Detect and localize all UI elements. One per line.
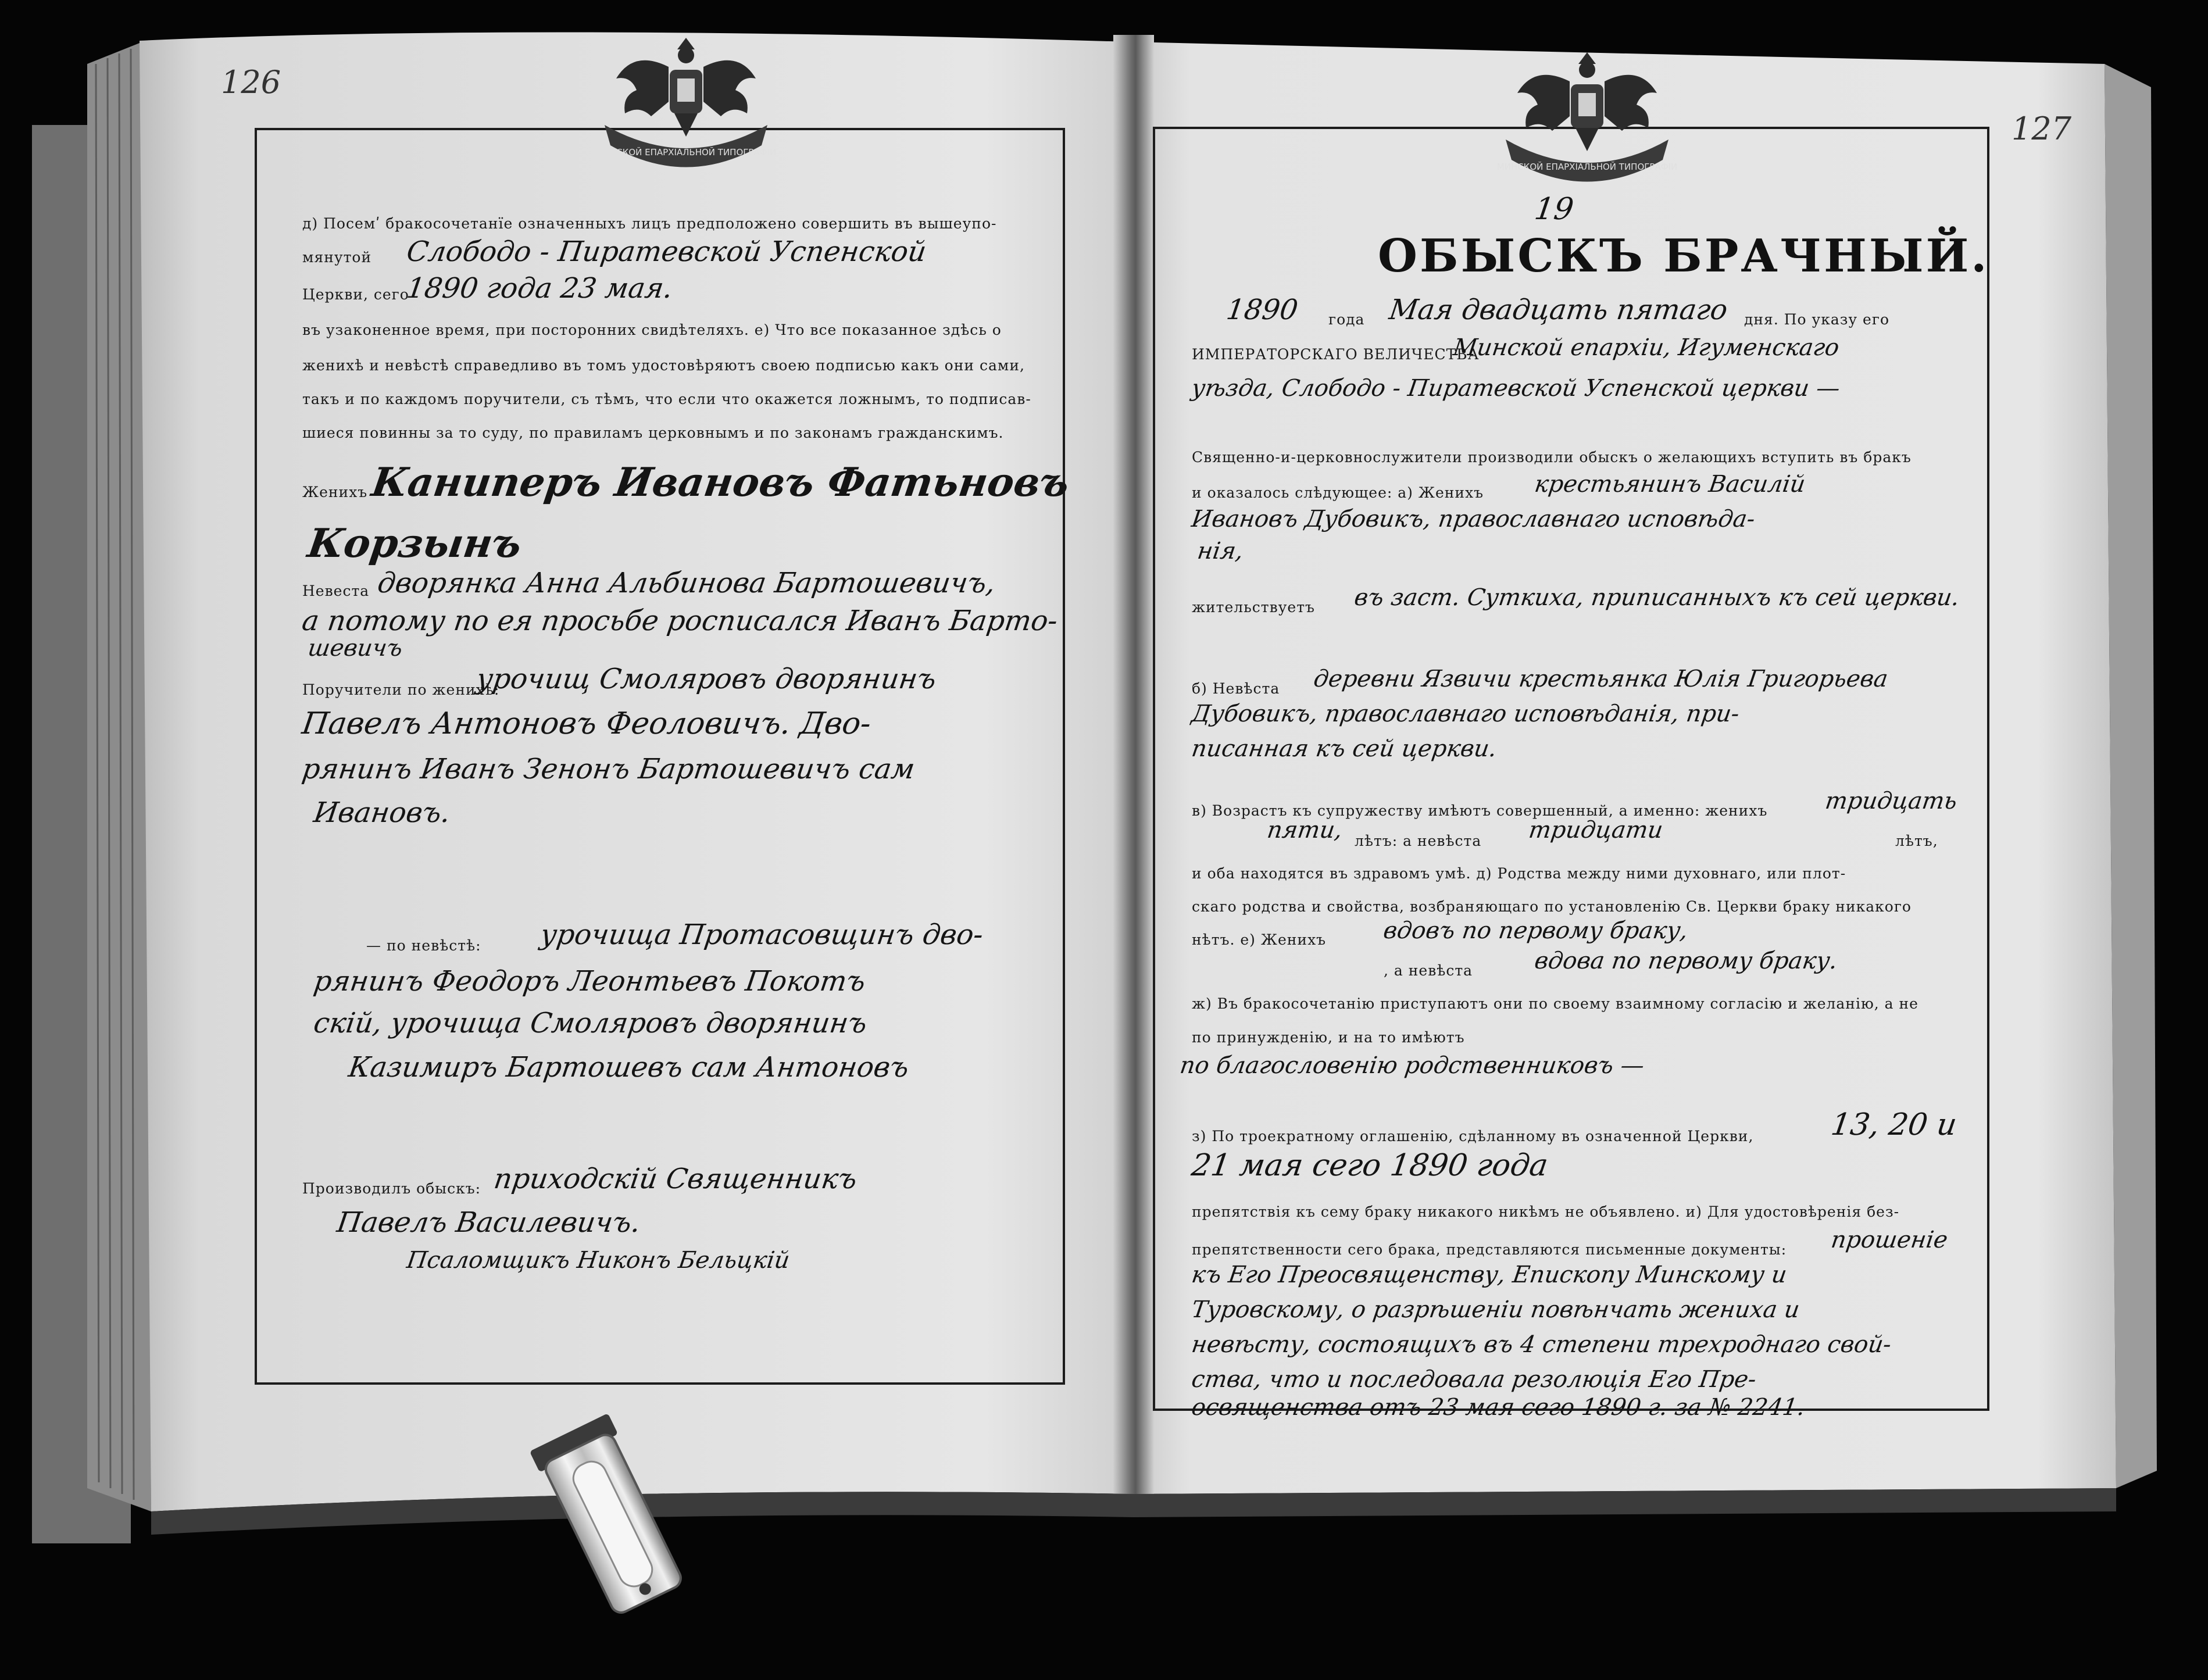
right-line-5-print: и оказалось слѣдующее: а) Женихъ [1192, 484, 1484, 501]
consent-line-1: ж) Въ бракосочетанію приступаютъ они по своему взаимному согласію и желанію, а не [1192, 995, 1918, 1012]
right-line-1-year: 1890 [1224, 294, 1300, 326]
right-line-1-print-b: дня. По указу его [1744, 311, 1889, 328]
right-line-2-hand: Минской епархіи, Игуменскаго [1451, 334, 1841, 361]
right-line-6-hand: Ивановъ Дубовикъ, православнаго исповѣда- [1189, 506, 1757, 532]
groom-sureties-hand-2: Павелъ Антоновъ Феоловичъ. Дво- [299, 706, 874, 741]
consent-hand: по благословенію родственниковъ — [1178, 1052, 1646, 1079]
left-line-3-hand: 1890 года 23 мая. [405, 272, 675, 305]
bride-sureties-hand-1: урочища Протасовщинъ дво- [538, 918, 985, 951]
groom-sureties-label: Поручители по женихѣ: [302, 681, 500, 698]
marital-bride-print: , а невѣста [1384, 962, 1473, 979]
bride-right-hand-1: деревни Язвичи крестьянка Юлія Григорьева [1312, 666, 1890, 692]
impediment-line-2-print: препятственности сего брака, представляются письменные документы: [1192, 1241, 1787, 1258]
right-line-2-print: ИМПЕРАТОРСКАГО ВЕЛИЧЕСТВА [1192, 346, 1480, 363]
consent-line-2: по принужденію, и на то имѣютъ [1192, 1029, 1465, 1046]
investigator-hand-2: Павелъ Василевичъ. [335, 1206, 643, 1239]
right-emblem-ribbon-text: МИНСКОЙ ЕПАРХІАЛЬНОЙ ТИПОГРАФІИ [1496, 162, 1678, 172]
marital-groom-print: нѣтъ. е) Женихъ [1192, 931, 1327, 948]
documents-hand-3: невѣсту, состоящихъ въ 4 степени трехроднаго свой- [1189, 1331, 1893, 1358]
left-line-7: шиеся повинны за то суду, по правиламъ церковнымъ и по законамъ гражданскимъ. [302, 424, 1004, 441]
bride-right-label: б) Невѣста [1192, 680, 1280, 697]
documents-hand-4: ства, что и последовала резолюція Его Пре- [1189, 1366, 1758, 1393]
right-line-5-hand: крестьянинъ Василій [1532, 471, 1807, 498]
bride-right-hand-3: писанная къ сей церкви. [1189, 735, 1499, 762]
impediment-line-1: препятствія къ сему браку никакого никѣмъ не объявлено. и) Для удостовѣренія без- [1192, 1203, 1900, 1220]
groom-sureties-hand-3: рянинъ Иванъ Зенонъ Бартошевичъ сам [300, 753, 917, 785]
groom-name-hand: Каниперъ Ивановъ Фатьновъ [369, 459, 1072, 506]
documents-hand-2: Туровскому, о разрѣшеніи повѣнчать жениха и [1189, 1296, 1802, 1323]
bride-sureties-label: — по невѣстѣ: [366, 937, 481, 954]
residence-label: жительствуетъ [1192, 599, 1315, 616]
documents-hand-1: къ Его Преосвященству, Епископу Минскому и [1189, 1261, 1789, 1288]
banns-hand-1: 13, 20 и [1828, 1107, 1959, 1142]
bride-sureties-hand-2: рянинъ Феодоръ Леонтьевъ Покотъ [312, 965, 868, 998]
age-bride-print: лѣтъ: а невѣста [1355, 832, 1482, 849]
age-line-print: в) Возрастъ къ супружеству имѣютъ совершенный, а именно: женихъ [1192, 802, 1768, 819]
groom-name-hand-2: Корзынъ [305, 520, 524, 567]
bride-name-hand: дворянка Анна Альбинова Бартошевичъ, [376, 567, 998, 599]
left-line-6: такъ и по каждомъ поручители, съ тѣмъ, что если что окажется ложнымъ, то подписав- [302, 391, 1031, 408]
age-bride-years: лѣтъ, [1895, 832, 1938, 849]
document-title: ОБЫСКЪ БРАЧНЫЙ. [1378, 230, 1989, 283]
impediment-line-2-hand: прошеніе [1829, 1227, 1950, 1253]
left-line-1: д) Посемʹ бракосочетанїе означенныхъ лицъ предположено совершить въ вышеупо- [302, 215, 997, 232]
banns-hand-2: 21 мая сего 1890 года [1189, 1148, 1550, 1183]
marital-bride-hand: вдова по первому браку. [1532, 948, 1839, 974]
right-line-3-hand: уѣзда, Слободо - Пиратевской Успенской церкви — [1189, 375, 1842, 402]
bride-sureties-hand-3: скій, урочища Смоляровъ дворянинъ [312, 1007, 869, 1039]
left-line-3-print: Церкви, сего [302, 286, 409, 303]
groom-sureties-hand-1: урочищ Смоляровъ дворянинъ [474, 663, 938, 695]
bride-right-hand-2: Дубовикъ, православнаго исповѣданія, при- [1189, 700, 1741, 727]
bride-signature-hand: а потому по ея просьбе росписался Иванъ Барто- [300, 605, 1060, 637]
bride-sureties-hand-4: Казимиръ Бартошевъ сам Антоновъ [346, 1051, 911, 1084]
banns-print: з) По троекратному оглашенію, сдѣланному въ означенной Церкви, [1192, 1128, 1754, 1145]
record-number: 19 [1532, 192, 1576, 227]
right-line-1-print-a: года [1328, 311, 1365, 328]
left-page-number: 126 [221, 64, 281, 101]
right-line-1-date: Мая двадцать пятаго [1387, 294, 1730, 326]
age-groom-hand: пяти, [1265, 817, 1344, 843]
right-line-7-hand: нія, [1195, 538, 1245, 564]
left-emblem-ribbon-text: МИНСКОЙ ЕПАРХІАЛЬНОЙ ТИПОГРАФІИ [595, 147, 777, 158]
bride-signature-hand-2: шевичъ [306, 635, 405, 662]
kinship-line-2: скаго родства и свойства, возбраняющаго по установленію Св. Церкви браку никакого [1192, 898, 1912, 915]
investigator-hand-3: Псаломщикъ Никонъ Бельцкій [405, 1247, 792, 1274]
left-line-4: въ узаконенное время, при посторонних свидѣтеляхъ. е) Что все показанное здѣсь о [302, 321, 1002, 338]
marital-groom-hand: вдовъ по первому браку, [1381, 917, 1690, 944]
kinship-line-1: и оба находятся въ здравомъ умѣ. д) Родства между ними духовнаго, или плот- [1192, 865, 1846, 882]
gutter [1113, 35, 1154, 1497]
age-bride-hand: тридцати [1527, 817, 1665, 843]
residence-hand: въ заст. Суткиха, приписанныхъ къ сей церкви. [1352, 584, 1962, 611]
investigator-label: Производилъ обыскъ: [302, 1180, 481, 1197]
bride-label: Невеста [302, 582, 370, 599]
documents-hand-5: освященства отъ 23 мая сего 1890 г. за № 2241. [1189, 1394, 1807, 1421]
groom-sureties-hand-4: Ивановъ. [312, 796, 453, 829]
left-line-2-print: мянутой [302, 249, 372, 266]
age-line-hand: тридцать [1823, 788, 1959, 814]
right-line-4: Священно-и-церковнослужители производили обыскъ о желающихъ вступить въ бракъ [1192, 449, 1912, 466]
left-line-5: женихѣ и невѣстѣ справедливо въ томъ удостовѣряютъ своею подписью какъ они сами, [302, 357, 1025, 374]
groom-label: Женихъ [302, 484, 368, 501]
left-line-2-hand: Слободо - Пиратевской Успенской [405, 235, 928, 268]
right-page-number: 127 [2012, 110, 2072, 147]
investigator-hand-1: приходскій Священникъ [492, 1163, 859, 1195]
